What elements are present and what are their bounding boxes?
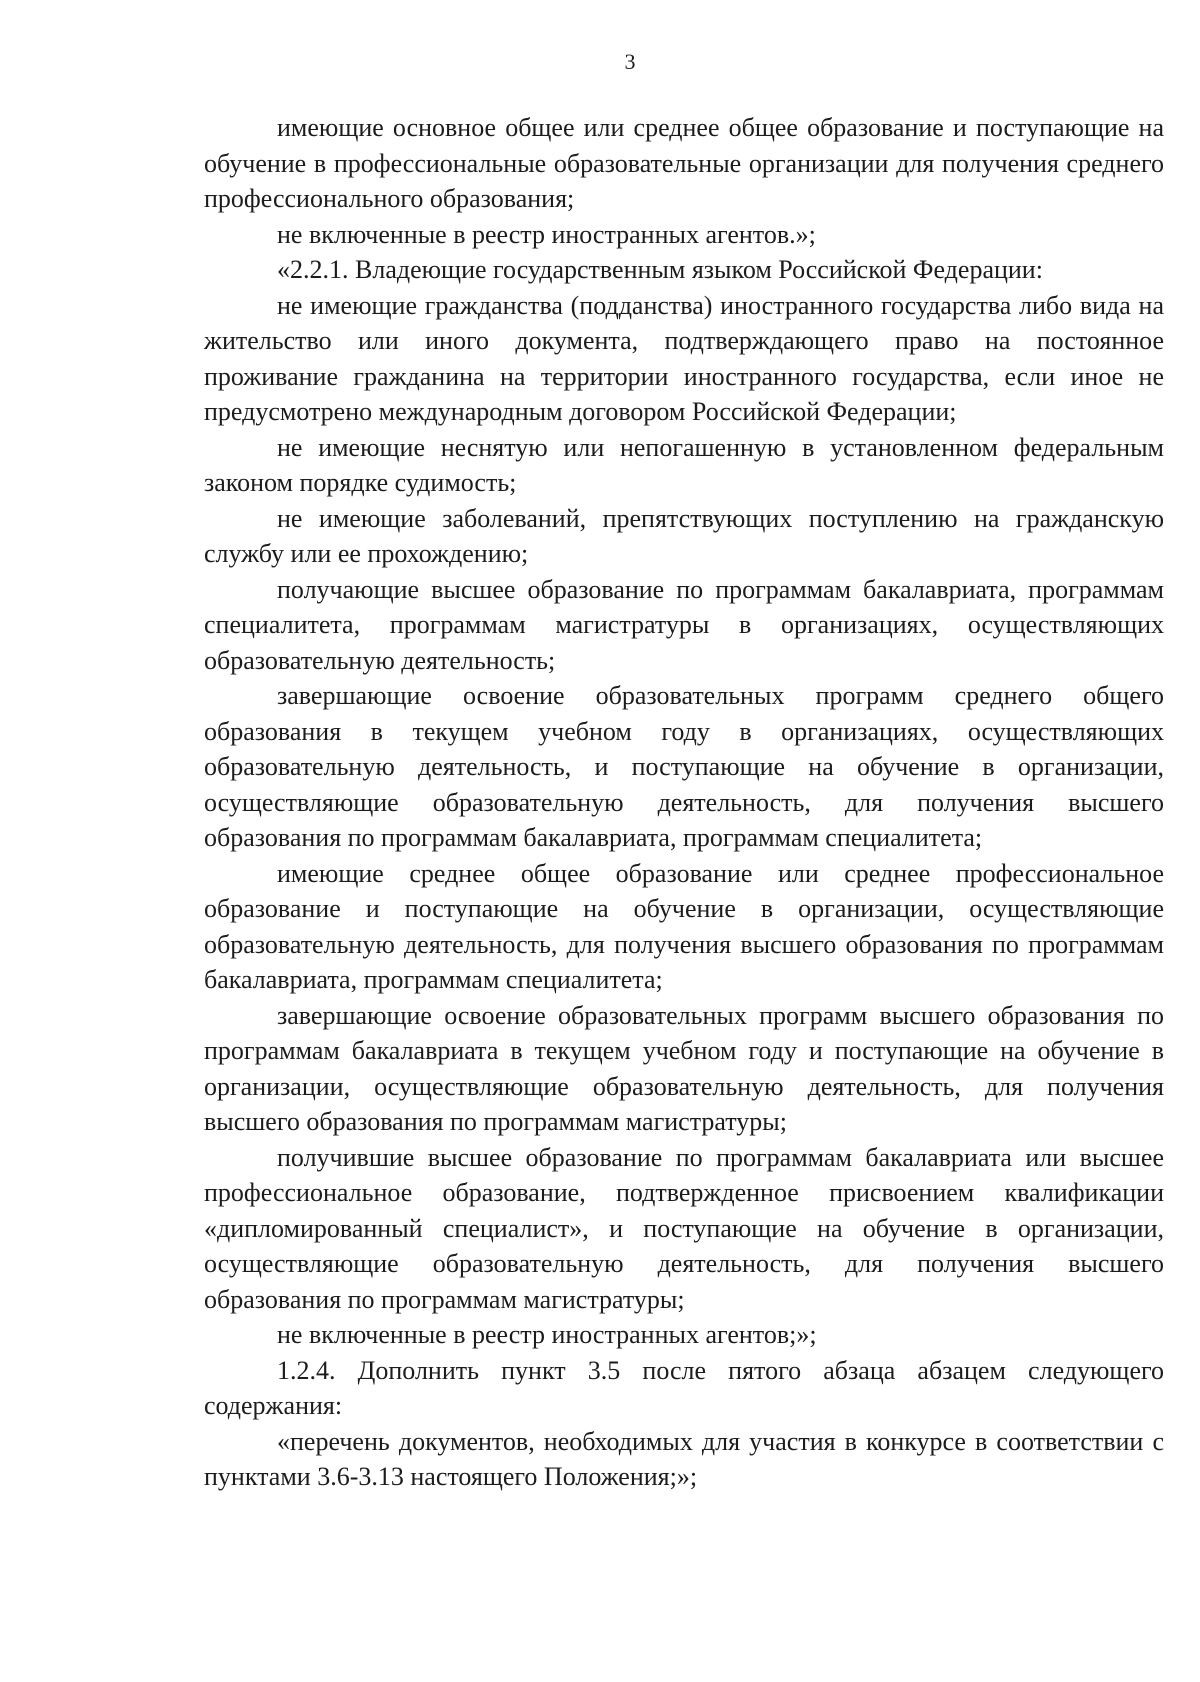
paragraph-no-diseases: не имеющие заболеваний, препятствующих поступлению на гражданскую службу или ее прохождению; xyxy=(204,503,1164,568)
paragraph-having-secondary-education: имеющие среднее общее образование или среднее профессиональное образование и поступающие на обучение в организации, осуществляющие образовательную деятельность, для получения высшего образования по программам бакалавриата, программам специалитета; xyxy=(204,858,1164,994)
paragraph-clause-1-2-4: 1.2.4. Дополнить пункт 3.5 после пятого абзаца абзацем следующего содержания: xyxy=(204,1355,1164,1420)
paragraph-completing-bachelor: завершающие освоение образовательных программ высшего образования по программам бакалавриата в текущем учебном году и поступающие на обучение в организации, осуществляющие образовательную деятельность, для получения высшего образования по программам магистратуры; xyxy=(204,1000,1164,1136)
paragraph-clause-2-2-1: «2.2.1. Владеющие государственным языком Российской Федерации: xyxy=(277,255,1043,284)
document-body xyxy=(204,110,1164,1495)
paragraph-no-foreign-citizenship: не имеющие гражданства (подданства) иностранного государства либо вида на жительство или иного документа, подтверждающего право на постоянное проживание гражданина на территории иностранного государства, если иное не предусмотрено международным договором Российской Федерации; xyxy=(204,290,1164,426)
paragraph-secondary-vocational-applicants: имеющие основное общее или среднее общее образование и поступающие на обучение в профессиональные образовательные организации для получения среднего профессионального образования; xyxy=(204,113,1164,213)
paragraph-not-foreign-agents: не включенные в реестр иностранных агентов.»; xyxy=(277,219,816,249)
paragraph-documents-list: «перечень документов, необходимых для участия в конкурсе в соответствии с пунктами 3.6-3.13 настоящего Положения;»; xyxy=(204,1426,1164,1491)
paragraph-receiving-higher-education: получающие высшее образование по программам бакалавриата, программам специалитета, программам магистратуры в организациях, осуществляющих образовательную деятельность; xyxy=(204,574,1164,675)
paragraph-not-foreign-agents-closing: не включенные в реестр иностранных агентов;»; xyxy=(277,1320,817,1349)
paragraph-no-criminal-record: не имеющие неснятую или непогашенную в установленном федеральным законом порядке судимость; xyxy=(204,432,1164,497)
paragraph-completing-secondary-general: завершающие освоение образовательных программ среднего общего образования в текущем учебном году в организациях, осуществляющих образовательную деятельность, и поступающие на обучение в организации, осуществляющие образовательную деятельность, для получения высшего образования по программам бакалавриата, программам специалитета; xyxy=(204,681,1164,852)
page-number: 3 xyxy=(624,49,636,74)
paragraph-graduated-bachelor: получившие высшее образование по программам бакалавриата или высшее профессиональное образование, подтвержденное присвоением квалификации «дипломированный специалист», и поступающие на обучение в организации, осуществляющие образовательную деятельность, для получения высшего образования по программам магистратуры; xyxy=(204,1142,1164,1314)
